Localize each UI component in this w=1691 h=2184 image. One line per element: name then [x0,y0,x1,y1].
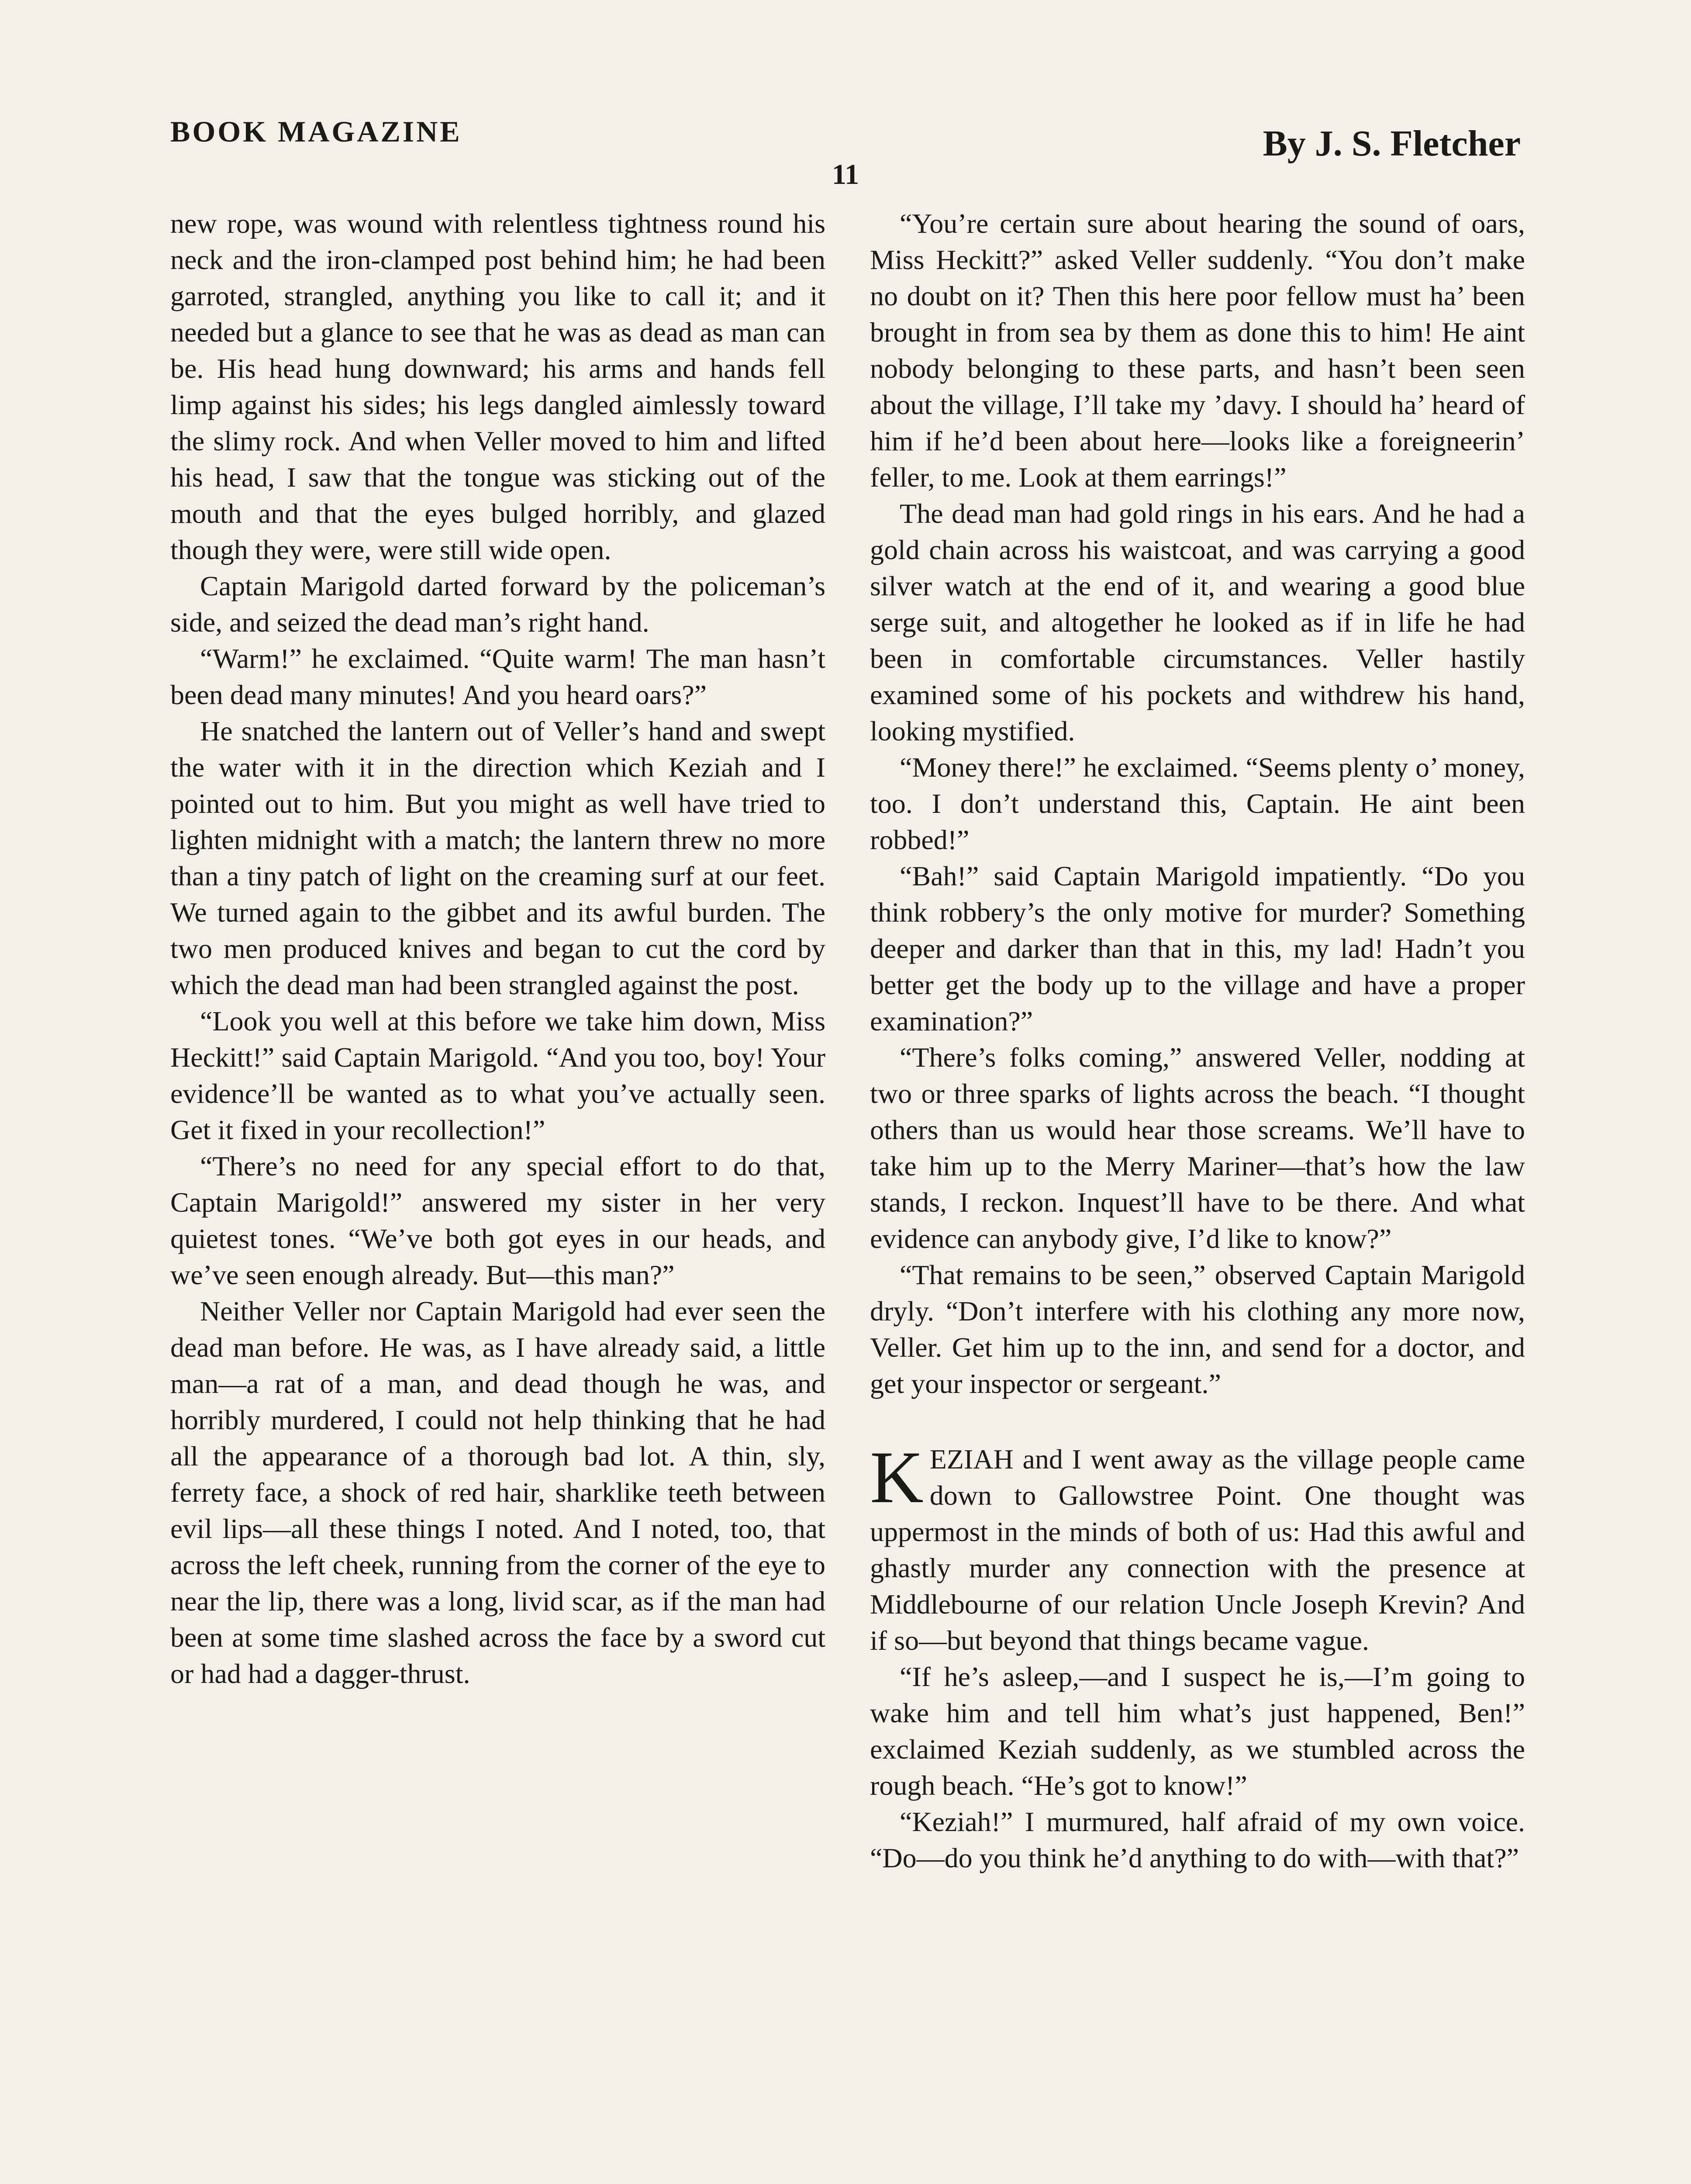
magazine-title: BOOK MAGAZINE [170,115,462,148]
right-text-column [870,205,1525,1876]
paragraph: new rope, was wound with relentless tightness round his neck and the iron-clamped post behind him; he had been garroted, strangled, anything you like to call it; and it needed but a glance to see that he was as dead as man can be. His head hung downward; his arms and hands fell limp against his sides; his legs dangled aimlessly toward the slimy rock. And when Veller moved to him and lifted his head, I saw that the tongue was sticking out of the mouth and that the eyes bulged horribly, and glazed though they were, were still wide open. [170,208,825,565]
paragraph: The dead man had gold rings in his ears. And he had a gold chain across his waistcoat, and was carrying a good silver watch at the end of it, and wearing a good blue serge suit, and altogether he looked as if in life he had been in comfortable circumstances. Veller hastily examined some of his pockets and withdrew his hand, looking mystified. [870,498,1525,746]
paragraph: “Keziah!” I murmured, half afraid of my own voice. “Do—do you think he’d anything to do with—with that?” [870,1806,1525,1873]
paragraph: He snatched the lantern out of Veller’s hand and swept the water with it in the direction which Keziah and I pointed out to him. But you might as well have tried to lighten midnight with a match; the lantern threw no more than a tiny patch of light on the creaming surf at our feet. We turned again to the gibbet and its awful burden. The two men produced knives and began to cut the cord by which the dead man had been strangled against the post. [170,715,825,1000]
paragraph: “Warm!” he exclaimed. “Quite warm! The man hasn’t been dead many minutes! And you heard oars?” [170,643,825,710]
paragraph: “If he’s asleep,—and I suspect he is,—I’m going to wake him and tell him what’s just happened, Ben!” exclaimed Keziah suddenly, as we stumbled across the rough beach. “He’s got to know!” [870,1661,1525,1801]
paragraph: Captain Marigold darted forward by the policeman’s side, and seized the dead man’s right hand. [170,570,825,638]
section-text: EZIAH and I went away as the village people came down to Gallowstree Point. One thought was uppermost in the minds of both of us: Had this awful and ghastly murder any connection with the presence at Middlebourne of our relation Uncle Joseph Krevin? And if so—but beyond that things became vague. [870,1444,1525,1656]
section-opening-paragraph [870,1436,1525,1659]
paragraph: “Bah!” said Captain Marigold impatiently. “Do you think robbery’s the only motive for murder? Something deeper and darker than that in this, my lad! Hadn’t you better get the body up to the village and have a proper examination?” [870,860,1525,1037]
paragraph: “Look you well at this before we take him down, Miss Heckitt!” said Captain Marigold. “And you too, boy! Your evidence’ll be wanted as to what you’ve actually seen. Get it fixed in your recollection!” [170,1006,825,1145]
paragraph: “There’s no need for any special effort to do that, Captain Marigold!” answered my sister in her very quietest tones. “We’ve both got eyes in our heads, and we’ve seen enough already. But—this man?” [170,1151,825,1290]
paragraph: Neither Veller nor Captain Marigold had ever seen the dead man before. He was, as I have already said, a little man—a rat of a man, and dead though he was, and horribly murdered, I could not help thinking that he had all the appearance of a thorough bad lot. A thin, sly, ferrety face, a shock of red hair, sharklike teeth between evil lips—all these things I noted. And I noted, too, that across the left cheek, running from the corner of the eye to near the lip, there was a long, livid scar, as if the man had been at some time slashed across the face by a sword cut or had had a dagger-thrust. [170,1296,825,1689]
paragraph: “That remains to be seen,” observed Captain Marigold dryly. “Don’t interfere with his clothing any more now, Veller. Get him up to the inn, and send for a doctor, and get your inspector or sergeant.” [870,1259,1525,1399]
author-byline: By J. S. Fletcher [1263,123,1521,164]
paragraph: “There’s folks coming,” answered Veller, nodding at two or three sparks of lights across the beach. “I thought others than us would hear those screams. We’ll have to take him up to the Merry Mariner—that’s how the law stands, I reckon. Inquest’ll have to be there. And what evidence can anybody give, I’d like to know?” [870,1042,1525,1254]
left-text-column [170,205,825,1692]
paragraph: “You’re certain sure about hearing the sound of oars, Miss Heckitt?” asked Veller suddenly. “You don’t make no doubt on it? Then this here poor fellow must ha’ been brought in from sea by them as done this to him! He aint nobody belonging to these parts, and hasn’t been seen about the village, I’ll take my ’davy. I should ha’ heard of him if he’d been about here—looks like a foreigneerin’ feller, to me. Look at them earrings!” [870,208,1525,493]
paragraph: “Money there!” he exclaimed. “Seems plenty o’ money, too. I don’t understand this, Captain. He aint been robbed!” [870,752,1525,855]
page-number: 11 [832,159,859,190]
drop-cap: K [870,1436,924,1518]
